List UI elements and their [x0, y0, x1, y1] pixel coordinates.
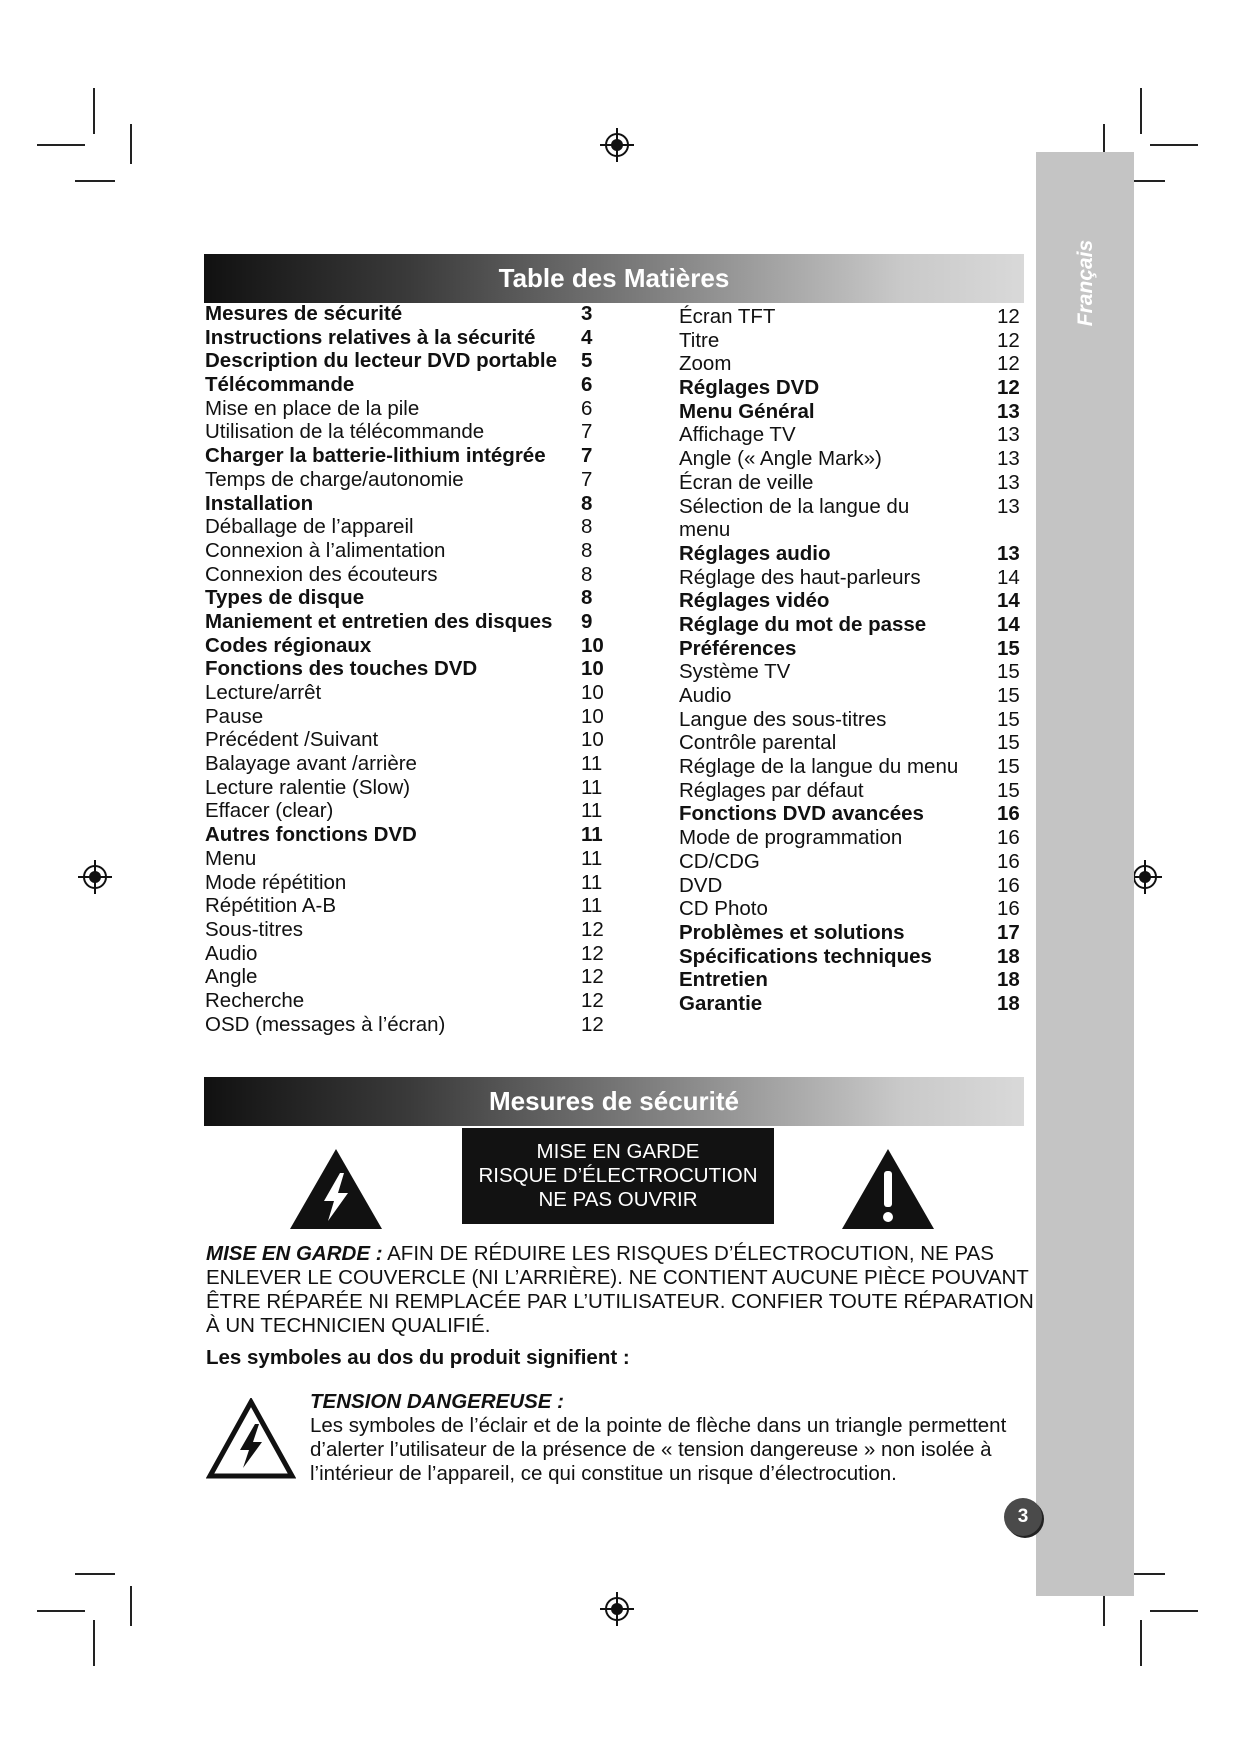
toc-entry-page: 6 [581, 373, 593, 397]
toc-entry [205, 492, 625, 516]
toc-entry [679, 802, 1029, 826]
toc-entry-page: 8 [581, 538, 593, 562]
toc-entry [205, 871, 625, 895]
toc-entry-label: Précédent /Suivant [205, 728, 379, 752]
toc-entry-label: Angle (« Angle Mark») [679, 447, 882, 471]
toc-entry-page: 15 [997, 660, 1020, 684]
toc-entry-page: 15 [997, 684, 1020, 708]
toc-entry-page: 4 [581, 325, 593, 349]
toc-entry [679, 637, 1029, 661]
toc-left-column [205, 302, 625, 1036]
toc-entry [205, 515, 625, 539]
crop-mark [93, 1620, 95, 1666]
toc-entry-page: 15 [997, 707, 1020, 731]
crop-mark [1150, 144, 1198, 146]
dangerous-voltage-icon [206, 1398, 296, 1480]
toc-entry-page: 11 [581, 799, 603, 823]
toc-title: Table des Matières [204, 254, 1024, 303]
toc-entry [679, 779, 1029, 803]
toc-entry [205, 326, 625, 350]
toc-entry-label: Instructions relatives à la sécurité [205, 325, 536, 349]
toc-entry-page: 8 [581, 515, 593, 539]
toc-entry-label: Préférences [679, 636, 797, 660]
toc-entry [679, 400, 1029, 424]
toc-entry-page: 12 [997, 305, 1020, 328]
crop-mark [37, 144, 85, 146]
toc-entry [205, 657, 625, 681]
toc-entry [679, 589, 1029, 613]
toc-entry [679, 850, 1029, 874]
toc-entry-label: Système TV [679, 660, 791, 684]
toc-entry-page: 15 [997, 778, 1020, 802]
toc-entry-label: Problèmes et solutions [679, 920, 905, 944]
toc-entry-label: Écran de veille [679, 470, 814, 494]
toc-entry-page: 9 [581, 609, 593, 633]
warning-line: NE PAS OUVRIR [538, 1188, 698, 1211]
warning-line: MISE EN GARDE [536, 1140, 700, 1163]
toc-entry [205, 799, 625, 823]
toc-entry-page: 16 [997, 849, 1020, 873]
toc-entry [679, 755, 1029, 779]
toc-entry [679, 471, 1029, 495]
toc-entry [205, 965, 625, 989]
toc-entry-label: Zoom [679, 352, 732, 376]
toc-entry-label: Mesures de sécurité [205, 302, 403, 325]
toc-entry-label: Mise en place de la pile [205, 396, 420, 420]
toc-entry-page: 11 [581, 752, 603, 776]
crop-mark [130, 124, 132, 164]
toc-entry [679, 305, 1029, 329]
crop-mark [130, 1586, 132, 1626]
toc-entry [205, 563, 625, 587]
toc-entry [679, 329, 1029, 353]
toc-entry [205, 444, 625, 468]
toc-entry-page: 5 [581, 349, 593, 373]
toc-entry-page: 12 [997, 328, 1020, 352]
toc-right-column [679, 305, 1029, 1016]
toc-entry [679, 447, 1029, 471]
toc-entry [679, 542, 1029, 566]
toc-entry-label: Audio [679, 684, 732, 708]
toc-entry-label: Garantie [679, 991, 763, 1015]
crop-mark [93, 88, 95, 134]
toc-entry-label: Autres fonctions DVD [205, 823, 417, 847]
toc-entry [205, 823, 625, 847]
toc-entry-page: 16 [997, 873, 1020, 897]
toc-entry [205, 349, 625, 373]
toc-entry-page: 13 [997, 494, 1020, 518]
toc-entry-page: 7 [581, 420, 593, 444]
crop-mark [1150, 1610, 1198, 1612]
toc-entry [205, 681, 625, 705]
toc-entry [205, 397, 625, 421]
toc-entry-page: 7 [581, 444, 593, 468]
toc-entry [205, 610, 625, 634]
toc-entry-page: 12 [581, 988, 604, 1012]
toc-entry [205, 776, 625, 800]
toc-entry-label: Contrôle parental [679, 731, 837, 755]
toc-entry-page: 10 [581, 657, 604, 681]
toc-entry-page: 14 [997, 565, 1020, 589]
toc-entry [679, 352, 1029, 376]
toc-entry-label: Fonctions des touches DVD [205, 657, 478, 681]
toc-entry [205, 989, 625, 1013]
toc-entry [679, 423, 1029, 447]
toc-entry [679, 708, 1029, 732]
crop-mark [75, 1573, 115, 1575]
toc-entry-page: 15 [997, 755, 1020, 779]
toc-entry [679, 376, 1029, 400]
crop-mark [37, 1610, 85, 1612]
toc-entry-page: 8 [581, 562, 593, 586]
registration-mark-icon [78, 860, 112, 894]
toc-entry [679, 684, 1029, 708]
warning-line: RISQUE D’ÉLECTROCUTION [478, 1164, 758, 1187]
crop-mark [75, 180, 115, 182]
toc-entry-page: 7 [581, 467, 593, 491]
toc-entry-page: 18 [997, 944, 1020, 968]
toc-entry-page: 16 [997, 826, 1020, 850]
toc-entry [205, 942, 625, 966]
toc-entry-label: Réglages vidéo [679, 589, 830, 613]
toc-entry-page: 10 [581, 681, 604, 704]
caution-text: AFIN DE RÉDUIRE LES RISQUES D’ÉLECTROCUTION, NE PAS ENLEVER LE COUVERCLE (NI L’ARRIÈRE). NE CONTIENT AUCUNE PIÈCE POUVANT ÊTRE RÉPARÉE NI REMPLACÉE PAR L’UTILISATEUR. CONFIER TOUTE RÉPARATION À UN TECHNICIEN QUALIFIÉ. [206, 1242, 1034, 1337]
crop-mark [1140, 1620, 1142, 1666]
toc-entry [205, 1013, 625, 1037]
toc-entry-label: Menu Général [679, 399, 815, 423]
toc-entry [205, 468, 625, 492]
toc-entry-label: Audio [205, 941, 258, 965]
toc-entry-label: Spécifications techniques [679, 944, 932, 968]
exclamation-warning-icon [840, 1147, 936, 1231]
toc-entry-page: 12 [581, 917, 604, 941]
toc-entry [205, 539, 625, 563]
toc-entry-page: 8 [581, 586, 593, 610]
toc-entry-page: 17 [997, 920, 1020, 944]
language-label: Français [1074, 239, 1097, 327]
toc-entry [679, 921, 1029, 945]
toc-entry-page: 13 [997, 447, 1020, 471]
toc-entry-label: Recherche [205, 988, 305, 1012]
toc-entry-label: Fonctions DVD avancées [679, 802, 924, 826]
toc-entry [679, 874, 1029, 898]
toc-entry-page: 15 [997, 731, 1020, 755]
toc-entry [205, 894, 625, 918]
caution-paragraph [206, 1242, 1036, 1338]
danger-title: TENSION DANGEREUSE : [310, 1390, 564, 1413]
warning-box [462, 1128, 774, 1224]
toc-entry [679, 897, 1029, 921]
toc-entry-page: 10 [581, 633, 604, 657]
toc-entry-page: 15 [997, 636, 1020, 660]
toc-entry-page: 10 [581, 704, 604, 728]
toc-entry-page: 12 [581, 965, 604, 989]
toc-entry-label: Lecture ralentie (Slow) [205, 775, 411, 799]
toc-entry-label: Types de disque [205, 586, 365, 610]
toc-entry-label: Sélection de la langue du menu [679, 494, 910, 542]
danger-text: Les symboles de l’éclair et de la pointe de flèche dans un triangle permettent d’alerter l’utilisateur de la présence de « tension dangereuse » non isolée à l’intérieur de l’appareil, ce qui constitue un risque d’électrocution. [310, 1414, 1007, 1485]
toc-entry-label: Pause [205, 704, 264, 728]
toc-entry-label: Réglage de la langue du menu [679, 755, 959, 779]
toc-entry-page: 16 [997, 897, 1020, 921]
toc-entry-page: 11 [581, 846, 603, 870]
toc-entry-label: Mode répétition [205, 870, 347, 894]
toc-entry [205, 918, 625, 942]
toc-entry [205, 634, 625, 658]
toc-entry-page: 14 [997, 589, 1020, 613]
toc-entry-page: 11 [581, 870, 603, 894]
toc-entry-page: 13 [997, 470, 1020, 494]
toc-entry-label: Réglage des haut-parleurs [679, 565, 921, 589]
toc-entry-page: 14 [997, 612, 1020, 636]
toc-entry [205, 728, 625, 752]
toc-entry-label: Réglages audio [679, 541, 831, 565]
toc-entry-label: Connexion des écouteurs [205, 562, 438, 586]
toc-entry-label: Effacer (clear) [205, 799, 334, 823]
toc-entry-label: Réglages DVD [679, 376, 820, 400]
page-number: 3 [1004, 1498, 1042, 1536]
toc-entry [679, 613, 1029, 637]
crop-mark [1140, 88, 1142, 134]
toc-entry [679, 731, 1029, 755]
toc-entry-label: Angle [205, 965, 258, 989]
toc-entry-page: 12 [997, 352, 1020, 376]
toc-entry [205, 302, 625, 326]
toc-entry-label: Codes régionaux [205, 633, 372, 657]
toc-entry-label: Écran TFT [679, 305, 776, 328]
symbols-heading: Les symboles au dos du produit signifient : [206, 1346, 630, 1369]
toc-entry-label: Entretien [679, 968, 768, 992]
toc-entry [679, 566, 1029, 590]
toc-entry-page: 18 [997, 991, 1020, 1015]
toc-entry-page: 8 [581, 491, 593, 515]
toc-entry [205, 847, 625, 871]
toc-entry-label: Installation [205, 491, 314, 515]
caution-lead: MISE EN GARDE : [206, 1242, 383, 1265]
toc-entry-label: Réglage du mot de passe [679, 612, 927, 636]
toc-entry [679, 495, 1029, 542]
language-sidebar [1036, 152, 1134, 1596]
toc-entry-label: Charger la batterie-lithium intégrée [205, 444, 546, 468]
toc-entry-label: Répétition A-B [205, 894, 337, 918]
toc-entry [205, 752, 625, 776]
toc-entry [679, 968, 1029, 992]
toc-entry-label: Utilisation de la télécommande [205, 420, 485, 444]
safety-title: Mesures de sécurité [204, 1077, 1024, 1126]
toc-entry-label: Balayage avant /arrière [205, 752, 417, 776]
toc-entry-page: 11 [581, 894, 603, 918]
toc-entry-label: Déballage de l’appareil [205, 515, 414, 539]
toc-entry [205, 705, 625, 729]
toc-entry-page: 18 [997, 968, 1020, 992]
toc-entry [679, 945, 1029, 969]
toc-entry-label: Description du lecteur DVD portable [205, 349, 557, 373]
toc-entry [205, 586, 625, 610]
toc-entry [205, 420, 625, 444]
toc-entry [205, 373, 625, 397]
registration-mark-icon [600, 128, 634, 162]
toc-entry-page: 12 [581, 941, 604, 965]
toc-entry-label: Maniement et entretien des disques [205, 609, 553, 633]
toc-entry-label: CD/CDG [679, 849, 760, 873]
toc-entry [679, 992, 1029, 1016]
toc-entry-page: 12 [581, 1012, 604, 1036]
toc-entry-label: Affichage TV [679, 423, 796, 447]
lightning-warning-icon [288, 1147, 384, 1231]
toc-entry-page: 13 [997, 541, 1020, 565]
toc-entry-label: Connexion à l’alimentation [205, 538, 446, 562]
toc-entry-page: 13 [997, 399, 1020, 423]
toc-entry-page: 12 [997, 376, 1020, 400]
toc-entry-label: Langue des sous-titres [679, 707, 887, 731]
toc-entry-page: 11 [581, 775, 603, 799]
toc-entry-label: Titre [679, 328, 720, 352]
toc-entry-page: 13 [997, 423, 1020, 447]
toc-entry-page: 10 [581, 728, 604, 752]
toc-entry [679, 660, 1029, 684]
toc-entry-page: 3 [581, 302, 593, 325]
toc-entry-label: Temps de charge/autonomie [205, 467, 464, 491]
toc-entry [679, 826, 1029, 850]
toc-entry-label: Menu [205, 846, 257, 870]
toc-entry-label: Mode de programmation [679, 826, 903, 850]
toc-entry-label: DVD [679, 873, 723, 897]
toc-entry-page: 6 [581, 396, 593, 420]
toc-entry-label: Télécommande [205, 373, 355, 397]
toc-entry-page: 11 [581, 823, 603, 847]
toc-entry-label: OSD (messages à l’écran) [205, 1012, 446, 1036]
danger-description [310, 1390, 1040, 1486]
toc-entry-label: CD Photo [679, 897, 768, 921]
toc-entry-label: Réglages par défaut [679, 778, 864, 802]
toc-entry-page: 16 [997, 802, 1020, 826]
toc-entry-label: Lecture/arrêt [205, 681, 322, 704]
toc-entry-label: Sous-titres [205, 917, 303, 941]
registration-mark-icon [600, 1592, 634, 1626]
